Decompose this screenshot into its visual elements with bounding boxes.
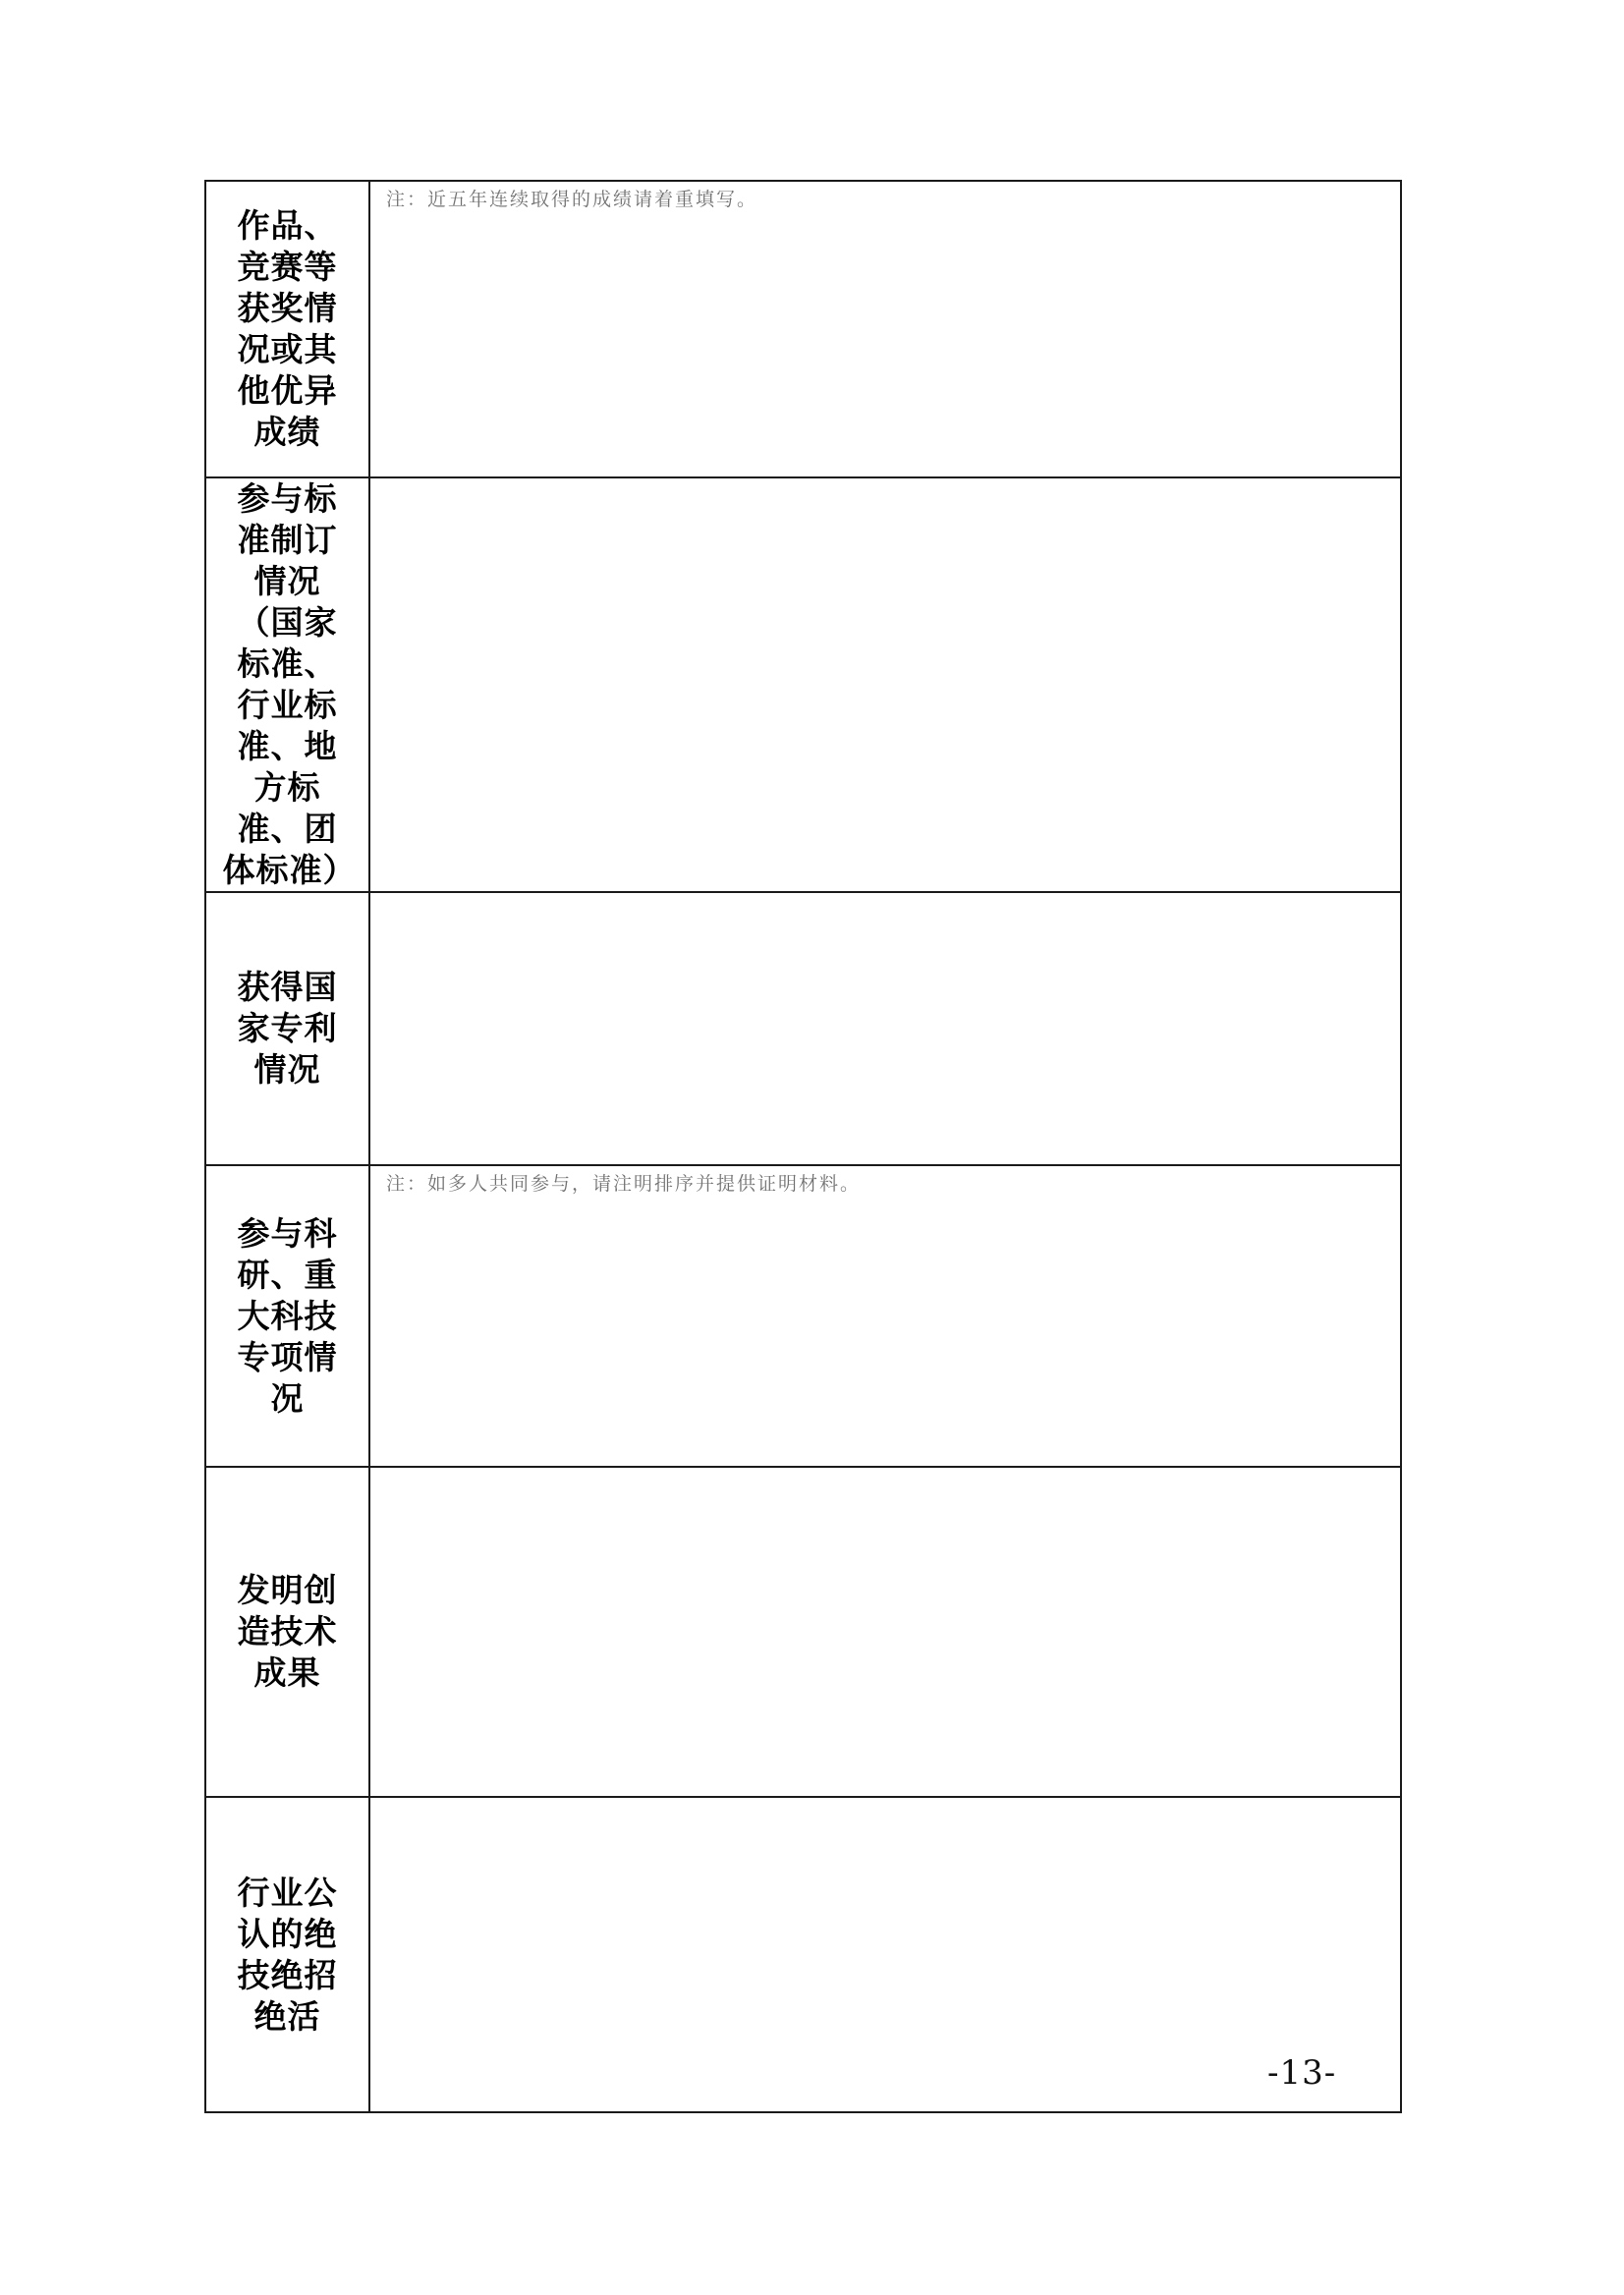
achievement-form-table xyxy=(204,180,1402,2113)
row-label-cell xyxy=(205,477,369,892)
research-note: 注：如多人共同参与，请注明排序并提供证明材料。 xyxy=(386,1173,862,1195)
row-label-research: 参与科研、重大科技专项情况 xyxy=(237,1213,338,1418)
row-label-cell xyxy=(205,1467,369,1797)
table-row xyxy=(205,477,1401,892)
row-label-skills: 行业公认的绝技绝招绝活 xyxy=(237,1873,338,2036)
skills-entry-area[interactable] xyxy=(369,1797,1401,2112)
row-label-cell xyxy=(205,1797,369,2112)
row-label-cell xyxy=(205,1165,369,1467)
table-row xyxy=(205,892,1401,1165)
row-label-patents: 获得国家专利情况 xyxy=(237,968,338,1089)
row-label-cell xyxy=(205,892,369,1165)
row-label-inventions: 发明创造技术成果 xyxy=(237,1571,338,1692)
table-row xyxy=(205,1165,1401,1467)
standards-entry-area[interactable] xyxy=(369,477,1401,892)
research-entry-area[interactable] xyxy=(369,1165,1401,1467)
inventions-entry-area[interactable] xyxy=(369,1467,1401,1797)
page-number: -13- xyxy=(1267,2053,1337,2093)
table-row xyxy=(205,1467,1401,1797)
awards-note: 注：近五年连续取得的成绩请着重填写。 xyxy=(386,189,758,210)
row-label-standards: 参与标准制订情况（国家标准、行业标准、地方标准、团体标准） xyxy=(222,479,357,889)
row-label-cell xyxy=(205,181,369,477)
table-row xyxy=(205,181,1401,477)
row-label-awards: 作品、竞赛等获奖情况或其他优异成绩 xyxy=(237,206,338,451)
patents-entry-area[interactable] xyxy=(369,892,1401,1165)
table-row xyxy=(205,1797,1401,2112)
awards-entry-area[interactable] xyxy=(369,181,1401,477)
